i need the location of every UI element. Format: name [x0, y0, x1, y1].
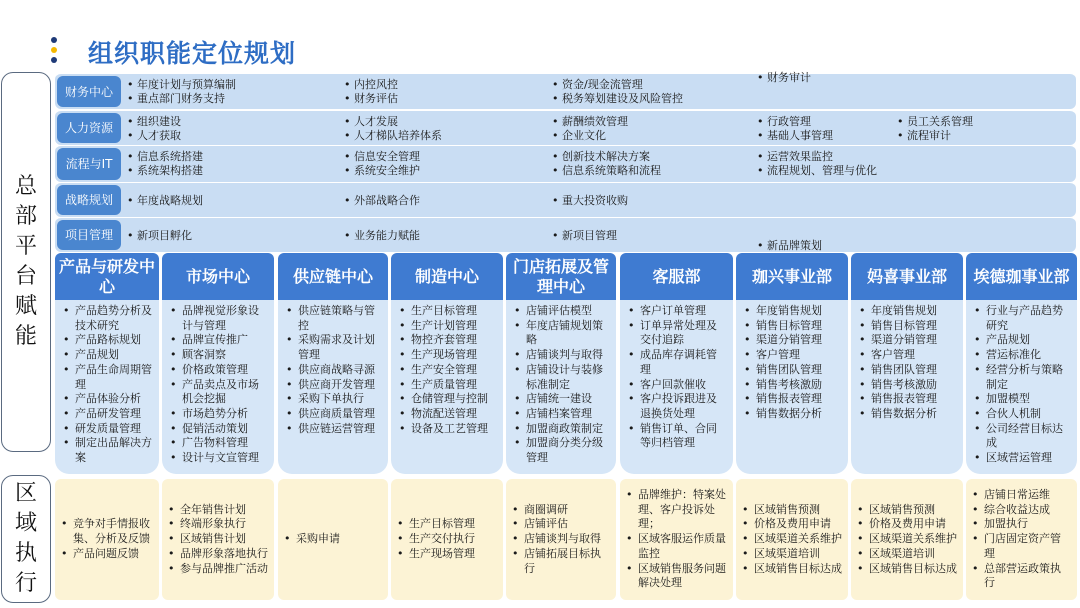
- section-label-hq: 总部平台赋能: [1, 72, 51, 452]
- function-item: • 顾客洞察: [170, 348, 268, 363]
- function-item: • 促销活动策划: [170, 422, 268, 437]
- center-region-functions: [966, 479, 1077, 600]
- function-item: • 订单异常处理及交付追踪: [628, 319, 727, 348]
- function-item: • 客户管理: [744, 348, 842, 363]
- function-item: • 店铺评估模型: [514, 304, 610, 319]
- function-item: • 行业与产品趋势研究: [974, 304, 1071, 333]
- hq-row-label: 人力资源: [57, 113, 121, 143]
- hq-row-item: • 业务能力赋能: [344, 229, 420, 242]
- center-region-functions: [55, 479, 159, 600]
- hq-row-item: • 税务筹划建设及风险管控: [552, 92, 683, 105]
- hq-row-item: • 重大投资收购: [552, 194, 628, 207]
- function-item: • 销售订单、合同等归档管理: [628, 422, 727, 451]
- function-item: • 制定出品解决方案: [63, 436, 153, 465]
- function-item: • 加盟商分类分级管理: [514, 436, 610, 465]
- region-item: • 加盟执行: [972, 517, 1071, 532]
- function-item: • 年度销售规划: [859, 304, 957, 319]
- hq-row-item: • 人才获取: [127, 129, 181, 142]
- function-item: • 产品路标规划: [63, 333, 153, 348]
- region-item: • 品牌维护：特案处理、客户投诉处理；: [626, 488, 727, 532]
- hq-row-label: 财务中心: [57, 76, 121, 107]
- function-item: • 客户管理: [859, 348, 957, 363]
- function-item: • 供应商质量管理: [286, 407, 382, 422]
- region-item: • 区域销售服务问题解决处理: [626, 562, 727, 591]
- hq-row-item: • 组织建设: [127, 115, 181, 128]
- center-region-functions: [162, 479, 274, 600]
- hq-row-item: • 财务评估: [344, 92, 398, 105]
- hq-row: [55, 217, 1076, 252]
- hq-row-item: • 信息系统搭建: [127, 150, 203, 163]
- region-item: • 店铺评估: [512, 517, 610, 532]
- function-item: • 供应链策略与管控: [286, 304, 382, 333]
- function-item: • 销售报表管理: [859, 392, 957, 407]
- function-item: • 店铺谈判与取得: [514, 348, 610, 363]
- region-item: • 采购申请: [284, 532, 382, 547]
- region-item: • 总部营运政策执行: [972, 562, 1071, 591]
- function-item: • 供应商开发管理: [286, 378, 382, 393]
- region-item: • 生产交付执行: [397, 532, 497, 547]
- function-item: • 设计与文宣管理: [170, 451, 268, 466]
- hq-row-item: • 人才发展: [344, 115, 398, 128]
- function-item: • 产品趋势分析及技术研究: [63, 304, 153, 333]
- center-hq-functions: [391, 300, 503, 474]
- function-item: • 经营分析与策略制定: [974, 363, 1071, 392]
- region-item: • 区域客服运作质量监控: [626, 532, 727, 561]
- center-hq-functions: [278, 300, 388, 474]
- function-item: • 产品体验分析: [63, 392, 153, 407]
- function-item: • 产品卖点及市场机会挖掘: [170, 378, 268, 407]
- region-item: • 生产目标管理: [397, 517, 497, 532]
- center-hq-functions: [162, 300, 274, 474]
- function-item: • 合伙人机制: [974, 407, 1071, 422]
- hq-row-label: 项目管理: [57, 220, 121, 250]
- section-label-region: 区域执行: [1, 475, 51, 603]
- hq-row-item: • 基础人事管理: [757, 129, 833, 142]
- center-hq-functions: [736, 300, 848, 474]
- hq-row-item: • 信息系统策略和流程: [552, 164, 661, 177]
- region-item: • 生产现场管理: [397, 547, 497, 562]
- function-item: • 客户投诉跟进及退换货处理: [628, 392, 727, 421]
- region-item: • 价格及费用申请: [742, 517, 842, 532]
- center-header: 门店拓展及管理中心: [506, 253, 616, 300]
- function-item: • 研发质量管理: [63, 422, 153, 437]
- center-header: 埃德珈事业部: [966, 253, 1077, 300]
- hq-row-item: • 运营效果监控: [757, 150, 833, 163]
- hq-row-item: • 系统安全维护: [344, 164, 420, 177]
- function-item: • 营运标准化: [974, 348, 1071, 363]
- function-item: • 销售目标管理: [744, 319, 842, 334]
- function-item: • 市场趋势分析: [170, 407, 268, 422]
- function-item: • 销售考核激励: [744, 378, 842, 393]
- function-item: • 产品规划: [974, 333, 1071, 348]
- hq-row-item: • 信息安全管理: [344, 150, 420, 163]
- hq-row-item: • 年度战略规划: [127, 194, 203, 207]
- function-item: • 采购需求及计划管理: [286, 333, 382, 362]
- region-item: • 综合收益达成: [972, 503, 1071, 518]
- hq-row-item: • 内控风控: [344, 78, 398, 91]
- region-item: • 区域销售目标达成: [857, 562, 957, 577]
- region-item: • 产品问题反馈: [61, 547, 153, 562]
- function-item: • 年度销售规划: [744, 304, 842, 319]
- function-item: • 公司经营目标达成: [974, 422, 1071, 451]
- hq-row-label: 战略规划: [57, 185, 121, 215]
- hq-row: [55, 182, 1076, 217]
- function-item: • 广告物料管理: [170, 436, 268, 451]
- hq-row: [55, 145, 1076, 182]
- hq-row: [55, 110, 1076, 145]
- function-item: • 仓储管理与控制: [399, 392, 497, 407]
- hq-row-item: • 新项目管理: [552, 229, 617, 242]
- page-title: 组织职能定位规划: [88, 39, 297, 68]
- hq-row-item: • 财务审计: [757, 71, 811, 84]
- region-item: • 区域销售目标达成: [742, 562, 842, 577]
- center-header: 产品与研发中心: [55, 253, 159, 300]
- hq-row-item: • 外部战略合作: [344, 194, 420, 207]
- center-region-functions: [851, 479, 963, 600]
- region-item: • 终端形象执行: [168, 517, 268, 532]
- hq-row-item: • 新项目孵化: [127, 229, 192, 242]
- region-item: • 店铺谈判与取得: [512, 532, 610, 547]
- center-header: 供应链中心: [278, 253, 388, 300]
- region-item: • 区域销售预测: [857, 503, 957, 518]
- function-item: • 采购下单执行: [286, 392, 382, 407]
- function-item: • 店铺统一建设: [514, 392, 610, 407]
- center-hq-functions: [851, 300, 963, 474]
- region-item: • 品牌形象落地执行: [168, 547, 268, 562]
- region-item: • 区域渠道关系维护: [857, 532, 957, 547]
- center-region-functions: [391, 479, 503, 600]
- region-item: • 竞争对手情报收集、分析及反馈: [61, 517, 153, 546]
- center-hq-functions: [966, 300, 1077, 474]
- center-hq-functions: [55, 300, 159, 474]
- center-header: 市场中心: [162, 253, 274, 300]
- center-region-functions: [506, 479, 616, 600]
- function-item: • 渠道分销管理: [744, 333, 842, 348]
- function-item: • 销售目标管理: [859, 319, 957, 334]
- function-item: • 加盟模型: [974, 392, 1071, 407]
- function-item: • 店铺档案管理: [514, 407, 610, 422]
- function-item: • 物控齐套管理: [399, 333, 497, 348]
- region-item: • 区域销售预测: [742, 503, 842, 518]
- function-item: • 销售数据分析: [744, 407, 842, 422]
- region-item: • 价格及费用申请: [857, 517, 957, 532]
- region-item: • 店铺拓展目标执行: [512, 547, 610, 576]
- center-header: 制造中心: [391, 253, 503, 300]
- function-item: • 产品规划: [63, 348, 153, 363]
- hq-row-item: • 行政管理: [757, 115, 811, 128]
- region-item: • 全年销售计划: [168, 503, 268, 518]
- hq-row-label: 流程与IT: [57, 148, 121, 180]
- function-item: • 供应链运营管理: [286, 422, 382, 437]
- function-item: • 销售报表管理: [744, 392, 842, 407]
- region-item: • 区域渠道培训: [742, 547, 842, 562]
- hq-row-item: • 创新技术解决方案: [552, 150, 650, 163]
- hq-row-item: • 企业文化: [552, 129, 606, 142]
- function-item: • 设备及工艺管理: [399, 422, 497, 437]
- function-item: • 加盟商政策制定: [514, 422, 610, 437]
- region-item: • 店铺日常运维: [972, 488, 1071, 503]
- hq-row-item: • 年度计划与预算编制: [127, 78, 236, 91]
- function-item: • 产品研发管理: [63, 407, 153, 422]
- hq-row: [55, 73, 1076, 109]
- center-hq-functions: [506, 300, 616, 474]
- center-header: 妈喜事业部: [851, 253, 963, 300]
- function-item: • 销售团队管理: [744, 363, 842, 378]
- function-item: • 销售数据分析: [859, 407, 957, 422]
- hq-row-item: • 系统架构搭建: [127, 164, 203, 177]
- function-item: • 销售团队管理: [859, 363, 957, 378]
- hq-row-item: • 流程规划、管理与优化: [757, 164, 877, 177]
- hq-row-item: • 重点部门财务支持: [127, 92, 225, 105]
- region-item: • 门店固定资产管理: [972, 532, 1071, 561]
- center-region-functions: [736, 479, 848, 600]
- center-hq-functions: [620, 300, 733, 474]
- hq-row-item: • 薪酬绩效管理: [552, 115, 628, 128]
- function-item: • 价格政策管理: [170, 363, 268, 378]
- region-item: • 区域渠道培训: [857, 547, 957, 562]
- region-item: • 区域渠道关系维护: [742, 532, 842, 547]
- function-item: • 生产质量管理: [399, 378, 497, 393]
- region-item: • 区域销售计划: [168, 532, 268, 547]
- function-item: • 客户回款催收: [628, 378, 727, 393]
- function-item: • 品牌宣传推广: [170, 333, 268, 348]
- hq-row-item: • 新品牌策划: [757, 238, 822, 252]
- function-item: • 产品生命周期管理: [63, 363, 153, 392]
- title-dots-icon: [51, 37, 57, 67]
- function-item: • 生产安全管理: [399, 363, 497, 378]
- hq-row-item: • 流程审计: [897, 129, 951, 142]
- function-item: • 店铺设计与装修标准制定: [514, 363, 610, 392]
- center-region-functions: [620, 479, 733, 600]
- function-item: • 区域营运管理: [974, 451, 1071, 466]
- function-item: • 年度店铺规划策略: [514, 319, 610, 348]
- function-item: • 生产现场管理: [399, 348, 497, 363]
- region-item: • 参与品牌推广活动: [168, 562, 268, 577]
- function-item: • 客户订单管理: [628, 304, 727, 319]
- hq-row-item: • 人才梯队培养体系: [344, 129, 442, 142]
- function-item: • 销售考核激励: [859, 378, 957, 393]
- region-item: • 商圈调研: [512, 503, 610, 518]
- center-header: 珈兴事业部: [736, 253, 848, 300]
- function-item: • 渠道分销管理: [859, 333, 957, 348]
- hq-row-item: • 员工关系管理: [897, 115, 973, 128]
- function-item: • 生产目标管理: [399, 304, 497, 319]
- function-item: • 成品库存调耗管理: [628, 348, 727, 377]
- function-item: • 物流配送管理: [399, 407, 497, 422]
- function-item: • 供应商战略寻源: [286, 363, 382, 378]
- center-region-functions: [278, 479, 388, 600]
- hq-row-item: • 资金/现金流管理: [552, 78, 643, 91]
- function-item: • 生产计划管理: [399, 319, 497, 334]
- center-header: 客服部: [620, 253, 733, 300]
- function-item: • 品牌视觉形象设计与管理: [170, 304, 268, 333]
